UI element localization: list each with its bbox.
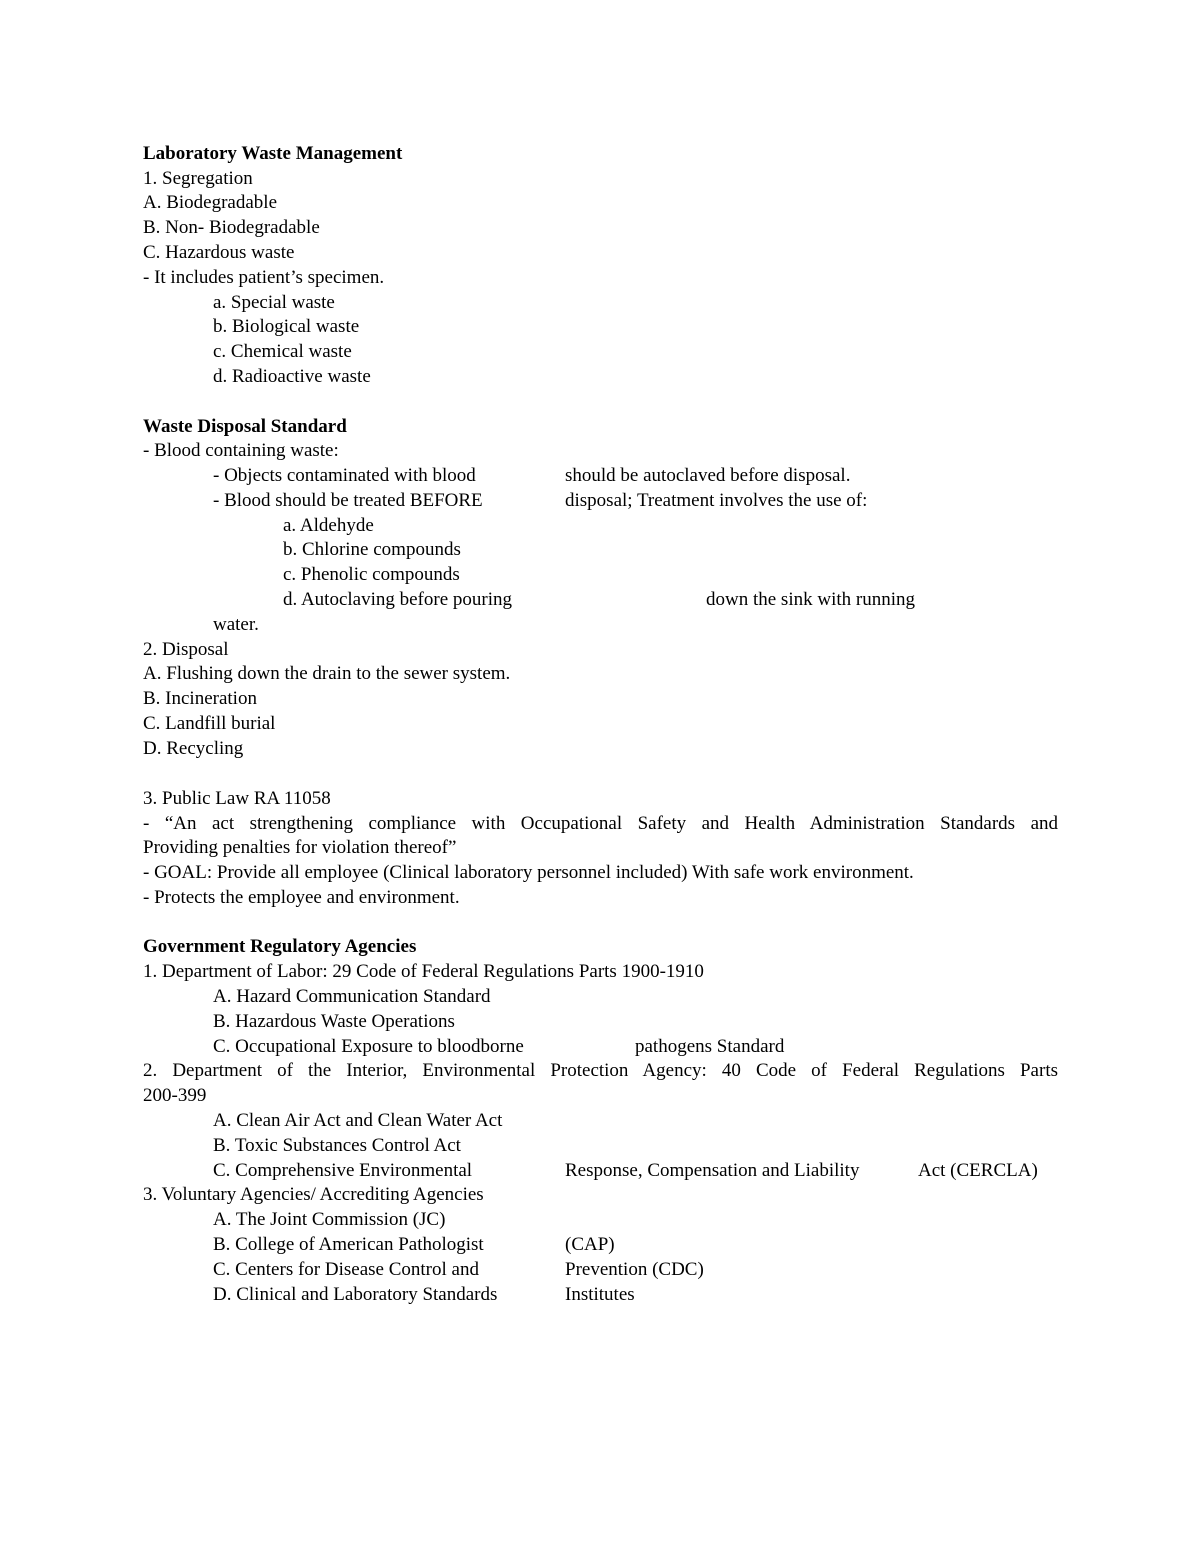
list-item-continuation: down the sink with running <box>706 589 915 610</box>
list-item: c. Phenolic compounds <box>283 564 460 585</box>
list-item: - Protects the employee and environment. <box>143 887 460 908</box>
list-item: A. The Joint Commission (JC) <box>213 1209 446 1230</box>
section-title-government-regulatory-agencies: Government Regulatory Agencies <box>143 936 417 957</box>
list-item-continuation: disposal; Treatment involves the use of: <box>565 490 868 511</box>
list-item: A. Hazard Communication Standard <box>213 986 491 1007</box>
paragraph-line: 200-399 <box>143 1085 207 1106</box>
paragraph-line: Providing penalties for violation thereof” <box>143 837 457 858</box>
list-item: a. Aldehyde <box>283 515 374 536</box>
list-item: - Objects contaminated with blood <box>213 465 476 486</box>
list-item-continuation: water. <box>213 614 259 635</box>
list-item: C. Hazardous waste <box>143 242 295 263</box>
list-item: - GOAL: Provide all employee (Clinical laboratory personnel included) With safe work environment. <box>143 862 914 883</box>
list-item-continuation: Institutes <box>565 1284 635 1305</box>
list-item: A. Clean Air Act and Clean Water Act <box>213 1110 503 1131</box>
list-item: B. Hazardous Waste Operations <box>213 1011 455 1032</box>
list-item: D. Recycling <box>143 738 244 759</box>
list-item-continuation: Response, Compensation and Liability <box>565 1160 860 1181</box>
list-item: 2. Disposal <box>143 639 229 660</box>
list-item: B. Non- Biodegradable <box>143 217 320 238</box>
list-item: c. Chemical waste <box>213 341 352 362</box>
paragraph-line: 2. Department of the Interior, Environmental Protection Agency: 40 Code of Federal Regulations Parts <box>143 1060 1058 1081</box>
list-item-continuation: pathogens Standard <box>635 1036 785 1057</box>
section-title-waste-disposal-standard: Waste Disposal Standard <box>143 416 347 437</box>
list-item: 3. Voluntary Agencies/ Accrediting Agencies <box>143 1184 484 1205</box>
list-item: A. Flushing down the drain to the sewer system. <box>143 663 511 684</box>
list-item: a. Special waste <box>213 292 335 313</box>
list-item: 3. Public Law RA 11058 <box>143 788 331 809</box>
list-item-continuation: (CAP) <box>565 1234 615 1255</box>
list-item: B. College of American Pathologist <box>213 1234 484 1255</box>
list-item: C. Occupational Exposure to bloodborne <box>213 1036 524 1057</box>
list-item: C. Landfill burial <box>143 713 276 734</box>
list-item: B. Incineration <box>143 688 257 709</box>
list-item: - Blood containing waste: <box>143 440 339 461</box>
list-item: C. Centers for Disease Control and <box>213 1259 479 1280</box>
list-item: b. Biological waste <box>213 316 360 337</box>
list-item: - Blood should be treated BEFORE <box>213 490 483 511</box>
section-title-laboratory-waste-management: Laboratory Waste Management <box>143 143 403 164</box>
list-item: d. Radioactive waste <box>213 366 371 387</box>
list-item-continuation: should be autoclaved before disposal. <box>565 465 851 486</box>
list-item-continuation: Act (CERCLA) <box>918 1160 1038 1181</box>
list-item-continuation: Prevention (CDC) <box>565 1259 704 1280</box>
list-item: d. Autoclaving before pouring <box>283 589 513 610</box>
list-item: C. Comprehensive Environmental <box>213 1160 473 1181</box>
list-item: A. Biodegradable <box>143 192 278 213</box>
paragraph-line: - “An act strengthening compliance with Occupational Safety and Health Administration Standards and <box>143 813 1058 834</box>
list-item: 1. Segregation <box>143 168 253 189</box>
list-item: D. Clinical and Laboratory Standards <box>213 1284 498 1305</box>
list-item: 1. Department of Labor: 29 Code of Federal Regulations Parts 1900-1910 <box>143 961 704 982</box>
list-item: b. Chlorine compounds <box>283 539 461 560</box>
list-item: B. Toxic Substances Control Act <box>213 1135 461 1156</box>
list-item: - It includes patient’s specimen. <box>143 267 385 288</box>
